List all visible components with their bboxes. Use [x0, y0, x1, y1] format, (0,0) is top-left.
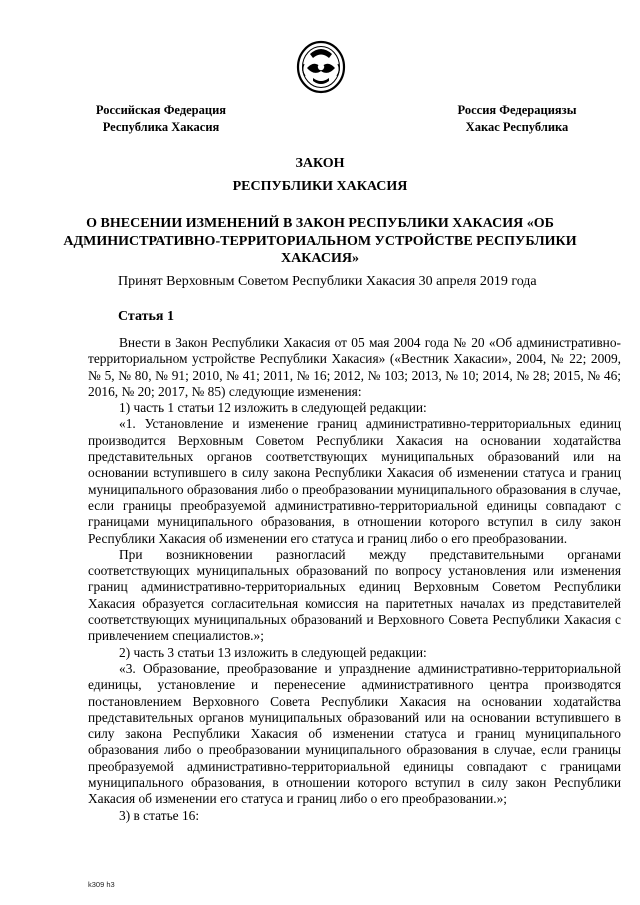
- header-left-country: Российская Федерация: [95, 103, 227, 117]
- paragraph: 1) часть 1 статьи 12 изложить в следующей редакции:: [119, 400, 427, 416]
- document-code: k309 h3: [88, 880, 115, 889]
- header-right-country: Россия Федерациязы: [457, 103, 577, 117]
- header-left: [88, 102, 234, 136]
- law-subtitle: О ВНЕСЕНИИ ИЗМЕНЕНИЙ В ЗАКОН РЕСПУБЛИКИ ХАКАСИЯ «ОБ АДМИНИСТРАТИВНО-ТЕРРИТОРИАЛЬНОМ УСТРОЙСТВЕ РЕСПУБЛИКИ ХАКАСИЯ»: [63, 216, 577, 266]
- header-right-republic: Хакас Республика: [465, 120, 569, 134]
- article-body: [88, 335, 621, 824]
- header-left-republic: Республика Хакасия: [102, 120, 220, 134]
- paragraph: При возникновении разногласий между представительными органами соответствующих муниципальных образований по вопросу установления или изменения границ административно-территориальных единиц Верховным Советом Республики Хакасия образуется согласительная комиссия на паритетных началах из представителей соответствующих муниципальных образований и Верховного Совета Республики Хакасия с привлечением специалистов.»;: [88, 546, 621, 644]
- paragraph: Внести в Закон Республики Хакасия от 05 мая 2004 года № 20 «Об административно-территориальном устройстве Республики Хакасия» («Вестник Хакасии», 2004, № 22; 2009, № 5, № 80, № 91; 2010, № 41; 2011, № 16; 2012, № 103; 2013, № 10; 2014, № 28; 2015, № 46; 2016, № 20; 2017, № 85) следующие изменения:: [88, 335, 621, 399]
- paragraph: 2) часть 3 статьи 13 изложить в следующей редакции:: [119, 644, 427, 660]
- document-issuer-title: РЕСПУБЛИКИ ХАКАСИЯ: [232, 179, 408, 194]
- paragraph: 3) в статье 16:: [119, 807, 200, 823]
- document-type-title: ЗАКОН: [295, 156, 345, 171]
- paragraph: «3. Образование, преобразование и упразднение административно-территориальной единицы, установление и перенесение административного центра производятся постановлением Верховного Совета Республики Хакасия на основании ходатайства представительных органов муниципальных образований или на основании вступившего в силу закона Республики Хакасия об изменении статуса и границ муниципального образования либо о преобразовании муниципального образования в случае, если границы преобразуемой административно-территориальной единицы совпадают с границами муниципального образования, в отношении которого вступил в силу закон Республики Хакасия об изменении его статуса и границ либо о его преобразовании.»;: [88, 660, 621, 807]
- adoption-statement: Принят Верховным Советом Республики Хакасия 30 апреля 2019 года: [118, 274, 537, 289]
- republic-emblem-icon: [296, 40, 346, 94]
- paragraph: «1. Установление и изменение границ административно-территориальных единиц производится Верховным Советом Республики Хакасия на основании ходатайства представительных органов соответствующих муниципальных образований или на основании вступившего в силу закона Республики Хакасия об изменении статуса и границ муниципального образования либо о преобразовании муниципального образования в случае, если границы преобразуемой административно-территориальной единицы совпадают с границами муниципального образования, в отношении которого вступил в силу закон Республики Хакасия об изменении его статуса и границ либо о его преобразовании.: [88, 416, 621, 546]
- header-right: [452, 102, 582, 136]
- article-heading: Статья 1: [118, 309, 174, 324]
